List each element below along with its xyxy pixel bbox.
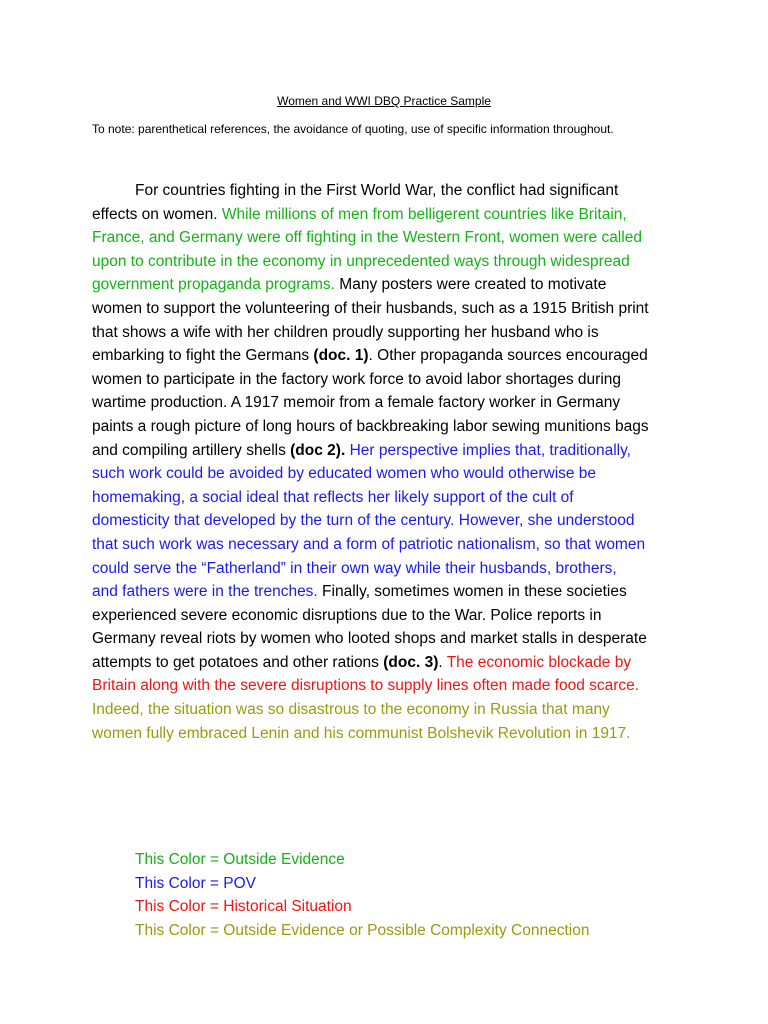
- essay-line: [92, 651, 682, 675]
- essay-line: [92, 321, 682, 345]
- essay-line: [92, 250, 682, 274]
- essay-segment: attempts to get potatoes and other rations: [92, 653, 384, 671]
- document-note: To note: parenthetical references, the avoidance of quoting, use of specific information throughout.: [92, 122, 614, 136]
- essay-segment: Her perspective implies that, traditionally,: [345, 441, 631, 459]
- essay-segment: (doc. 1): [313, 347, 369, 365]
- essay-body: [92, 179, 682, 745]
- essay-segment: wartime production. A 1917 memoir from a female factory worker in Germany: [92, 394, 621, 412]
- essay-segment: Finally, sometimes women in these societies: [317, 583, 627, 601]
- essay-segment: government propaganda programs.: [92, 276, 335, 294]
- essay-segment: that shows a wife with her children proudly supporting her husband who is: [92, 323, 599, 341]
- essay-segment: and fathers were in the trenches.: [92, 583, 318, 601]
- essay-segment: Britain along with the severe disruptions to supply lines often made food scarce.: [92, 677, 640, 695]
- essay-segment: effects on women.: [92, 205, 222, 223]
- essay-segment: and compiling artillery shells: [92, 441, 291, 459]
- document-title: Women and WWI DBQ Practice Sample: [277, 94, 491, 108]
- legend-entry: This Color = POV: [135, 874, 257, 892]
- essay-segment: While millions of men from belligerent countries like Britain,: [221, 205, 627, 223]
- essay-segment: France, and Germany were off fighting in the Western Front, women were called: [92, 229, 642, 247]
- essay-segment: Indeed, the situation was so disastrous to the economy in Russia that many: [92, 701, 610, 719]
- essay-segment: domesticity that developed by the turn of the century. However, she understood: [92, 512, 635, 530]
- essay-segment: For countries fighting in the First World War, the conflict had significant: [135, 182, 619, 199]
- essay-segment: Germany reveal riots by women who looted shops and market stalls in desperate: [92, 630, 647, 648]
- essay-segment: women to support the volunteering of their husbands, such as a 1915 British print: [92, 299, 649, 317]
- essay-segment: (doc. 3): [383, 653, 439, 671]
- essay-segment: women fully embraced Lenin and his communist Bolshevik Revolution in 1917.: [92, 724, 631, 742]
- legend-entry: This Color = Outside Evidence or Possible Complexity Connection: [135, 921, 590, 939]
- essay-line: [92, 415, 682, 439]
- essay-line: [92, 203, 682, 227]
- essay-segment: Many posters were created to motivate: [334, 276, 607, 294]
- essay-line: [92, 344, 682, 368]
- essay-segment: could serve the “Fatherland” in their own way while their husbands, brothers,: [92, 559, 617, 577]
- essay-line: [92, 698, 682, 722]
- essay-line: [92, 226, 682, 250]
- essay-line: [92, 557, 682, 581]
- essay-segment: upon to contribute in the economy in unprecedented ways through widespread: [92, 252, 630, 270]
- essay-line: [92, 674, 682, 698]
- essay-line: [92, 486, 682, 510]
- essay-line: [92, 580, 682, 604]
- essay-segment: (doc 2).: [290, 441, 346, 459]
- essay-line: [92, 627, 682, 651]
- color-legend: [135, 848, 589, 942]
- essay-line: [92, 462, 682, 486]
- essay-line: [92, 439, 682, 463]
- essay-segment: . Other propaganda sources encouraged: [368, 347, 648, 365]
- essay-segment: such work could be avoided by educated women who would otherwise be: [92, 465, 597, 483]
- legend-entry: This Color = Outside Evidence: [135, 851, 345, 868]
- essay-line: [92, 368, 682, 392]
- essay-line: [92, 297, 682, 321]
- essay-segment: that such work was necessary and a form of patriotic nationalism, so that women: [92, 535, 646, 553]
- essay-segment: experienced severe economic disruptions due to the War. Police reports in: [92, 606, 602, 624]
- essay-segment: The economic blockade by: [446, 653, 632, 671]
- legend-entry: This Color = Historical Situation: [135, 898, 352, 916]
- essay-segment: embarking to fight the Germans: [92, 347, 314, 365]
- essay-line: [92, 722, 682, 746]
- essay-line: [92, 179, 682, 203]
- essay-segment: homemaking, a social ideal that reflects her likely support of the cult of: [92, 488, 574, 506]
- essay-line: [92, 509, 682, 533]
- essay-segment: .: [438, 653, 447, 671]
- essay-segment: paints a rough picture of long hours of backbreaking labor sewing munitions bags: [92, 417, 649, 435]
- essay-line: [92, 604, 682, 628]
- essay-line: [92, 533, 682, 557]
- essay-line: [92, 273, 682, 297]
- essay-segment: women to participate in the factory work force to avoid labor shortages during: [92, 370, 621, 388]
- essay-line: [92, 391, 682, 415]
